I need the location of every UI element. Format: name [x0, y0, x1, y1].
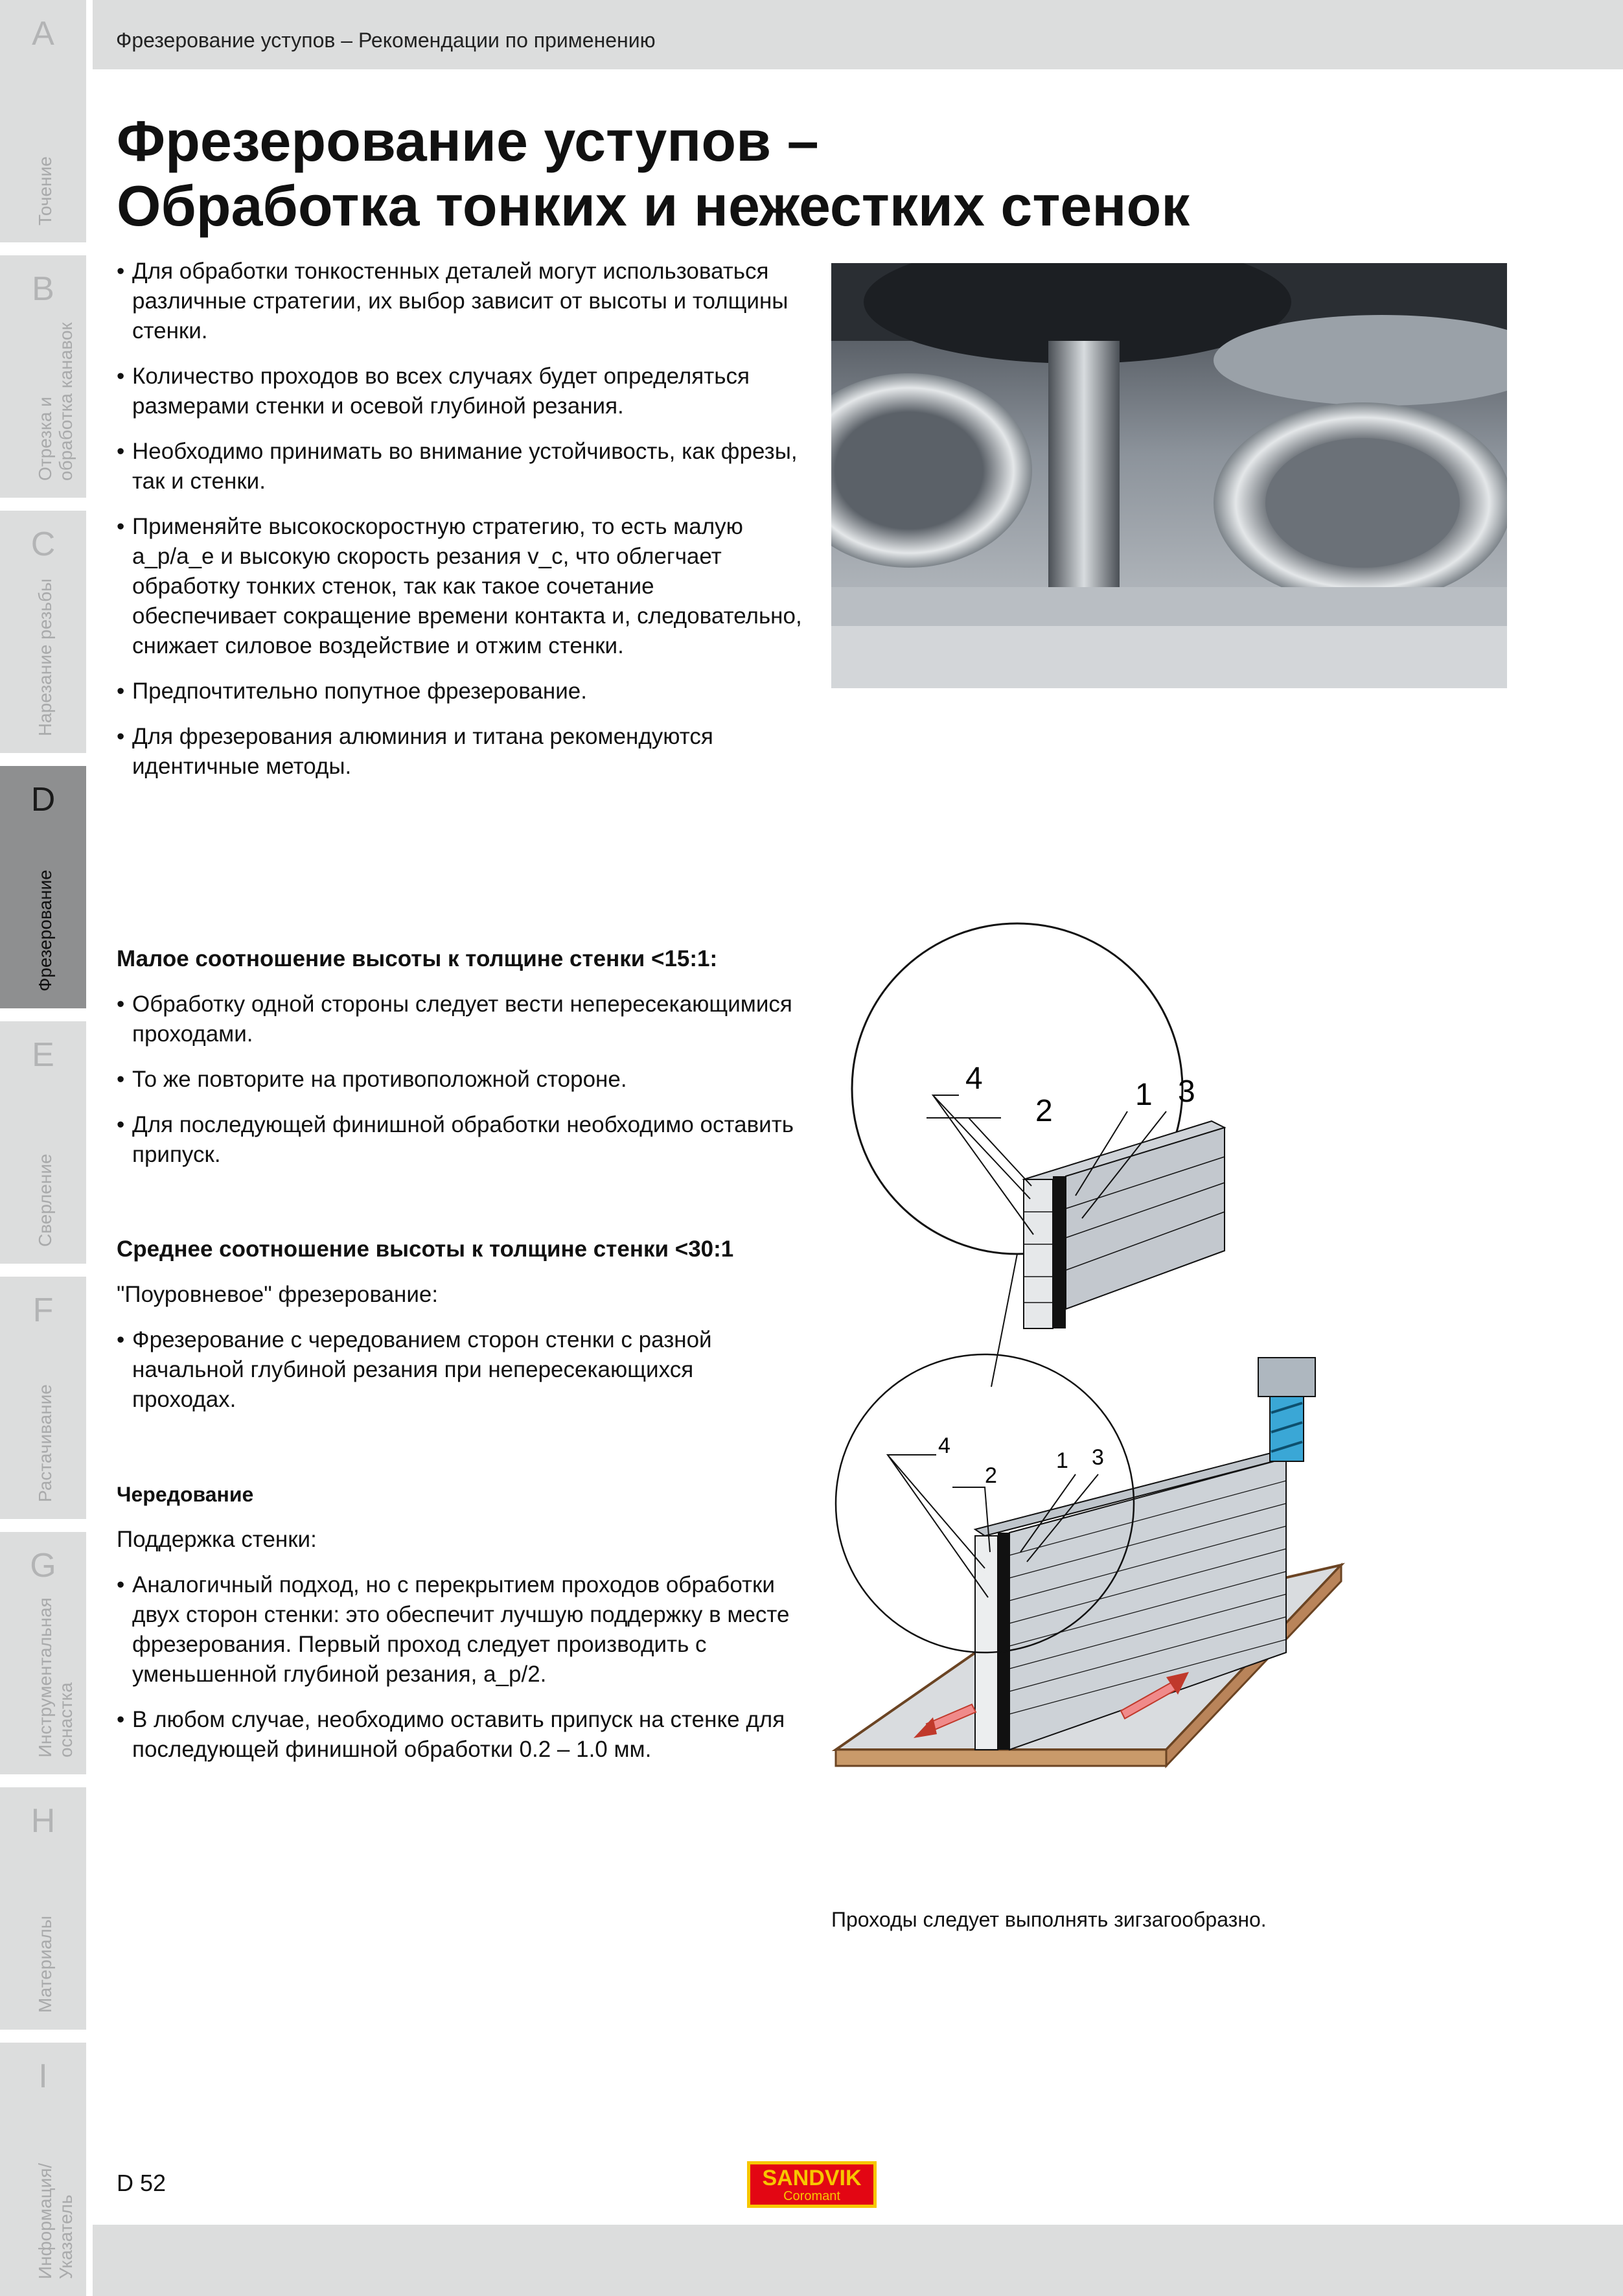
tab-letter: I	[38, 2058, 48, 2095]
tab-label: Растачивание	[35, 1384, 55, 1502]
tab-i[interactable]	[0, 2043, 86, 2296]
diagram-label-1: 1	[1135, 1078, 1153, 1112]
tab-label: Нарезание резьбы	[35, 578, 55, 736]
diagram-label-4-small: 4	[938, 1433, 950, 1458]
tab-label: Фрезерование	[35, 870, 55, 991]
list-item: • Фрезерование с чередованием сторон стенки с разной начальной глубиной резания при непересекающихся проходах.	[117, 1325, 803, 1415]
section-heading: Малое соотношение высоты к толщине стенки <15:1:	[117, 946, 718, 971]
chapter-sidebar	[0, 0, 86, 2296]
tab-letter: B	[32, 270, 54, 308]
page-title	[117, 109, 1348, 238]
tab-letter: G	[30, 1547, 56, 1584]
list-item: • В любом случае, необходимо оставить припуск на стенке для последующей финишной обработки 0.2 – 1.0 мм.	[117, 1705, 803, 1765]
tab-g[interactable]	[0, 1532, 86, 1781]
logo-text: SANDVIK	[762, 2166, 862, 2190]
tab-a[interactable]	[0, 0, 86, 249]
tab-label: Точение	[35, 156, 55, 226]
diagram-caption: Проходы следует выполнять зигзагообразно.	[831, 1908, 1267, 1931]
tab-letter: F	[32, 1292, 54, 1329]
diagram-label-2-small: 2	[985, 1463, 997, 1488]
page-title-line1: Фрезерование уступов –	[117, 109, 819, 173]
machining-photo	[831, 263, 1507, 688]
sandvik-coromant-logo	[747, 2161, 877, 2208]
list-item: • Для последующей финишной обработки необходимо оставить припуск.	[117, 1110, 803, 1170]
list-item: • Обработку одной стороны следует вести непересекающимися проходами.	[117, 990, 803, 1049]
list-item: • Для обработки тонкостенных деталей могут использоваться различные стратегии, их выбор зависит от высоты и толщины стенки.	[117, 257, 803, 346]
tab-f[interactable]	[0, 1277, 86, 1525]
section-low-ratio	[117, 944, 803, 1185]
list-item: • Предпочтительно попутное фрезерование.	[117, 677, 803, 706]
tab-d[interactable]	[0, 766, 86, 1015]
list-item: • Необходимо принимать во внимание устойчивость, как фрезы, так и стенки.	[117, 437, 803, 496]
header-title: Фрезерование уступов – Рекомендации по применению	[116, 29, 656, 52]
diagram-label-3: 3	[1178, 1074, 1195, 1109]
connector-line	[991, 1254, 1017, 1387]
tab-h[interactable]	[0, 1787, 86, 2036]
tab-letter: C	[30, 526, 56, 563]
diagram-label-2: 2	[1035, 1094, 1053, 1128]
tab-letter: A	[32, 15, 54, 52]
tab-letter: D	[30, 781, 56, 818]
diagram-label-1-small: 1	[1056, 1448, 1068, 1473]
page-number: D 52	[117, 2170, 167, 2196]
diagram-label-4: 4	[965, 1061, 983, 1096]
list-item: • Для фрезерования алюминия и титана рекомендуются идентичные методы.	[117, 722, 803, 782]
page-title-line2: Обработка тонких и нежестких стенок	[117, 174, 1190, 238]
tab-letter: H	[30, 1802, 56, 1840]
diagram-label-3-small: 3	[1092, 1445, 1104, 1470]
list-item: • Количество проходов во всех случаях будет определяться размерами стенки и осевой глубиной резания.	[117, 362, 803, 421]
tab-letter: E	[32, 1036, 54, 1074]
section-heading: Чередование	[117, 1483, 254, 1506]
tab-label: Инструментальная оснастка	[35, 1597, 76, 1757]
footer-bar	[93, 2225, 1623, 2296]
tab-label: Информация/ Указатель	[35, 2163, 76, 2279]
tab-label: Отрезка и обработка канавок	[35, 322, 76, 481]
wall-milling-diagram	[823, 920, 1361, 1802]
tab-label: Сверление	[35, 1154, 55, 1247]
section-heading: Среднее соотношение высоты к толщине стенки <30:1	[117, 1236, 734, 1262]
section-intro: Поддержка стенки:	[117, 1527, 317, 1552]
header-bar	[93, 0, 1623, 69]
tab-label: Материалы	[35, 1916, 55, 2013]
list-item: • То же повторите на противоположной стороне.	[117, 1065, 803, 1095]
tab-e[interactable]	[0, 1021, 86, 1270]
list-item: • Применяйте высокоскоростную стратегию, то есть малую a_p/a_e и высокую скорость резания v_c, что облегчает обработку тонких стенок, так как такое сочетание обеспечивает сокращение времени контакта и, следовательно, снижает силовое воздействие и отжим стенки.	[117, 512, 803, 661]
tab-c[interactable]	[0, 511, 86, 760]
list-item: • Аналогичный подход, но с перекрытием проходов обработки двух сторон стенки: это обеспечит лучшую поддержку в месте фрезерования. Первый проход следует производить с уменьшенной глубиной резания, a_p/2.	[117, 1570, 803, 1689]
tab-b[interactable]	[0, 255, 86, 504]
section-intro: "Поуровневое" фрезерование:	[117, 1282, 439, 1307]
section-alternating	[117, 1479, 803, 1780]
intro-list	[117, 257, 803, 797]
section-medium-ratio	[117, 1235, 803, 1430]
logo-subtext: Coromant	[783, 2189, 840, 2203]
end-mill	[1258, 1358, 1315, 1461]
